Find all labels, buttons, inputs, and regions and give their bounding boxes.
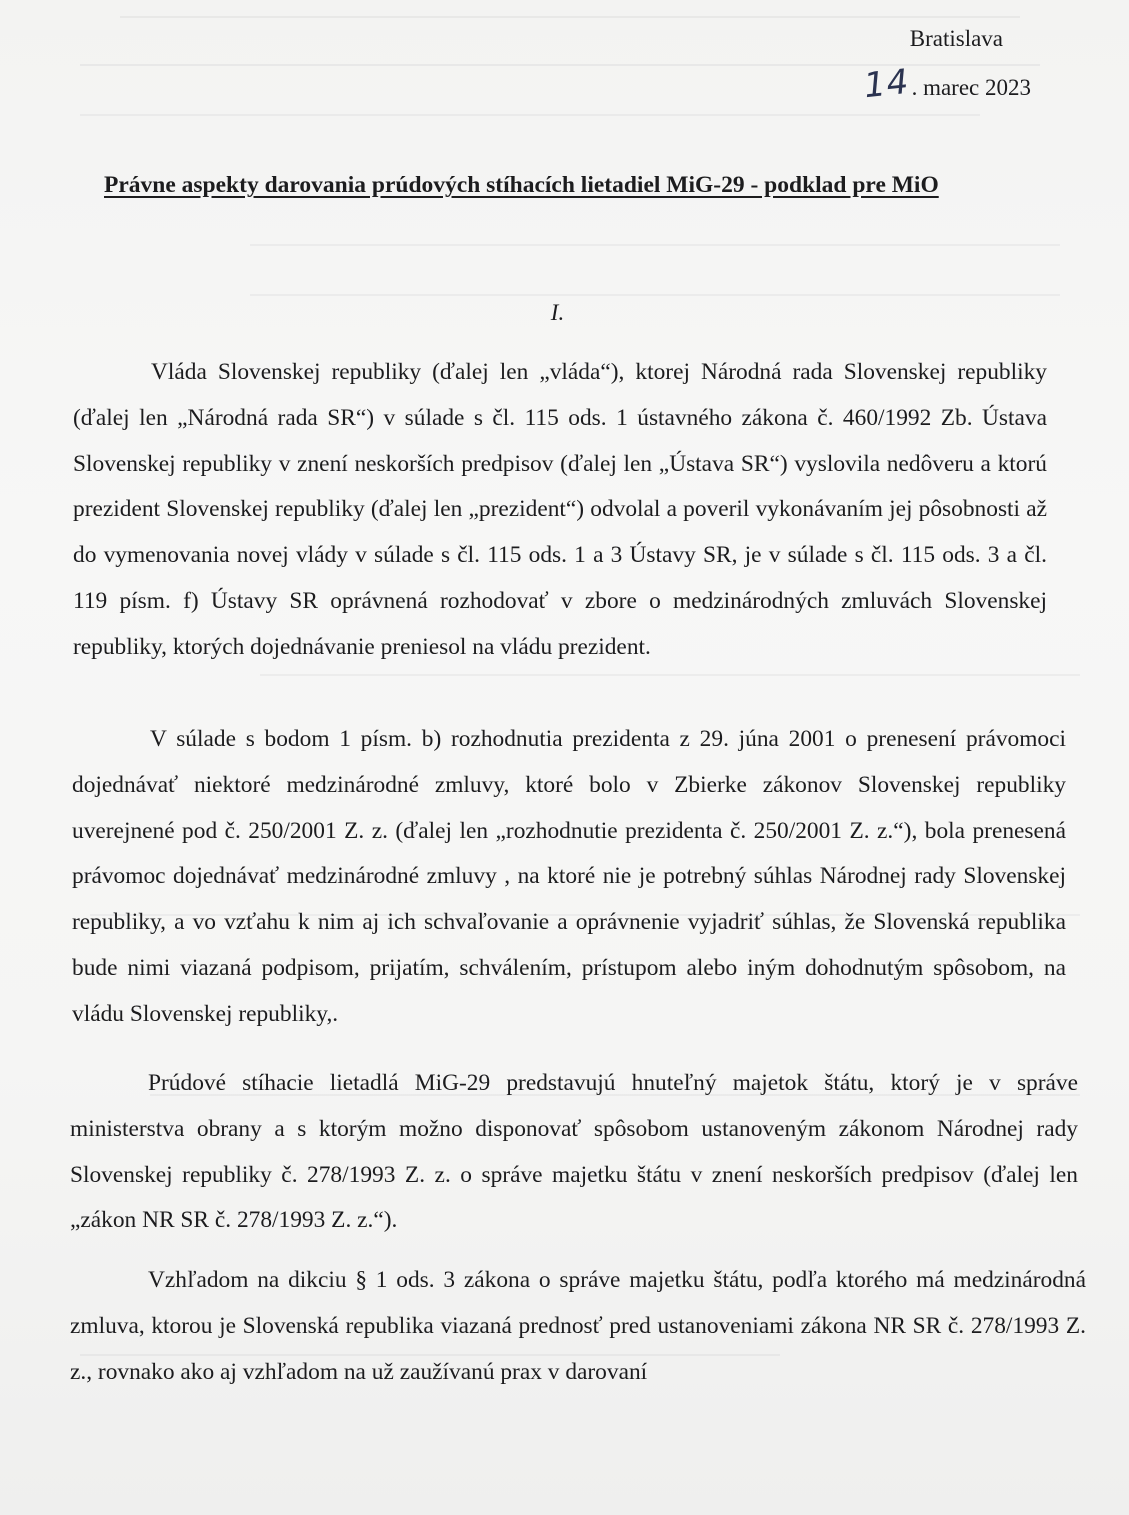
document-title: Právne aspekty darovania prúdových stíhacích lietadiel MiG-29 - podklad pre MiO bbox=[104, 172, 939, 198]
paragraph-3: Prúdové stíhacie lietadlá MiG-29 predstavujú hnuteľný majetok štátu, ktorý je v správe ministerstva obrany a s ktorým možno disponovať spôsobom ustanoveným zákonom Národnej rady Slovenskej republiky č. 278/1993 Z. z. o správe majetku štátu v znení neskorších predpisov (ďalej len „zákon NR SR č. 278/1993 Z. z.“). bbox=[70, 1070, 1078, 1234]
paragraph-1: Vláda Slovenskej republiky (ďalej len „vláda“), ktorej Národná rada Slovenskej republiky (ďalej len „Národná rada SR“) v súlade s čl. 115 ods. 1 ústavného zákona č. 460/1992 Zb. Ústava Slovenskej republiky v znení neskorších predpisov (ďalej len „Ústava SR“) vyslovila nedôveru a ktorú prezident Slovenskej republiky (ďalej len „prezident“) odvolal a poveril vykonávaním jej pôsobnosti až do vymenovania novej vlády v súlade s čl. 115 ods. 1 a 3 Ústavy SR, je v súlade s čl. 115 ods. 3 a čl. 119 písm. f) Ústavy SR oprávnená rozhodovať v zbore o medzinárodných zmluvách Slovenskej republiky, ktorých dojednávanie preniesol na vládu prezident. bbox=[73, 359, 1047, 660]
document-place: Bratislava bbox=[909, 26, 1003, 51]
document-date bbox=[862, 61, 1031, 107]
paragraph-4: Vzhľadom na dikciu § 1 ods. 3 zákona o správe majetku štátu, podľa ktorého má medzinárodná zmluva, ktorou je Slovenská republika viazaná prednosť pred ustanoveniami zákona NR SR č. 278/1993 Z. z., rovnako ako aj vzhľadom na už zaužívanú prax v darovaní bbox=[70, 1267, 1086, 1385]
section-number: I. bbox=[550, 300, 565, 325]
handwritten-day: 14 bbox=[862, 61, 912, 107]
date-month-year: . marec 2023 bbox=[911, 75, 1031, 100]
paragraph-2: V súlade s bodom 1 písm. b) rozhodnutia prezidenta z 29. júna 2001 o prenesení právomoci dojednávať niektoré medzinárodné zmluvy, ktoré bolo v Zbierke zákonov Slovenskej republiky uverejnené pod č. 250/2001 Z. z. (ďalej len „rozhodnutie prezidenta č. 250/2001 Z. z.“), bola prenesená právomoc dojednávať medzinárodné zmluvy , na ktoré nie je potrebný súhlas Národnej rady Slovenskej republiky, a vo vzťahu k nim aj ich schvaľovanie a oprávnenie vyjadriť súhlas, že Slovenská republika bude nimi viazaná podpisom, prijatím, schválením, prístupom alebo iným dohodnutým spôsobom, na vládu Slovenskej republiky,. bbox=[72, 726, 1066, 1027]
